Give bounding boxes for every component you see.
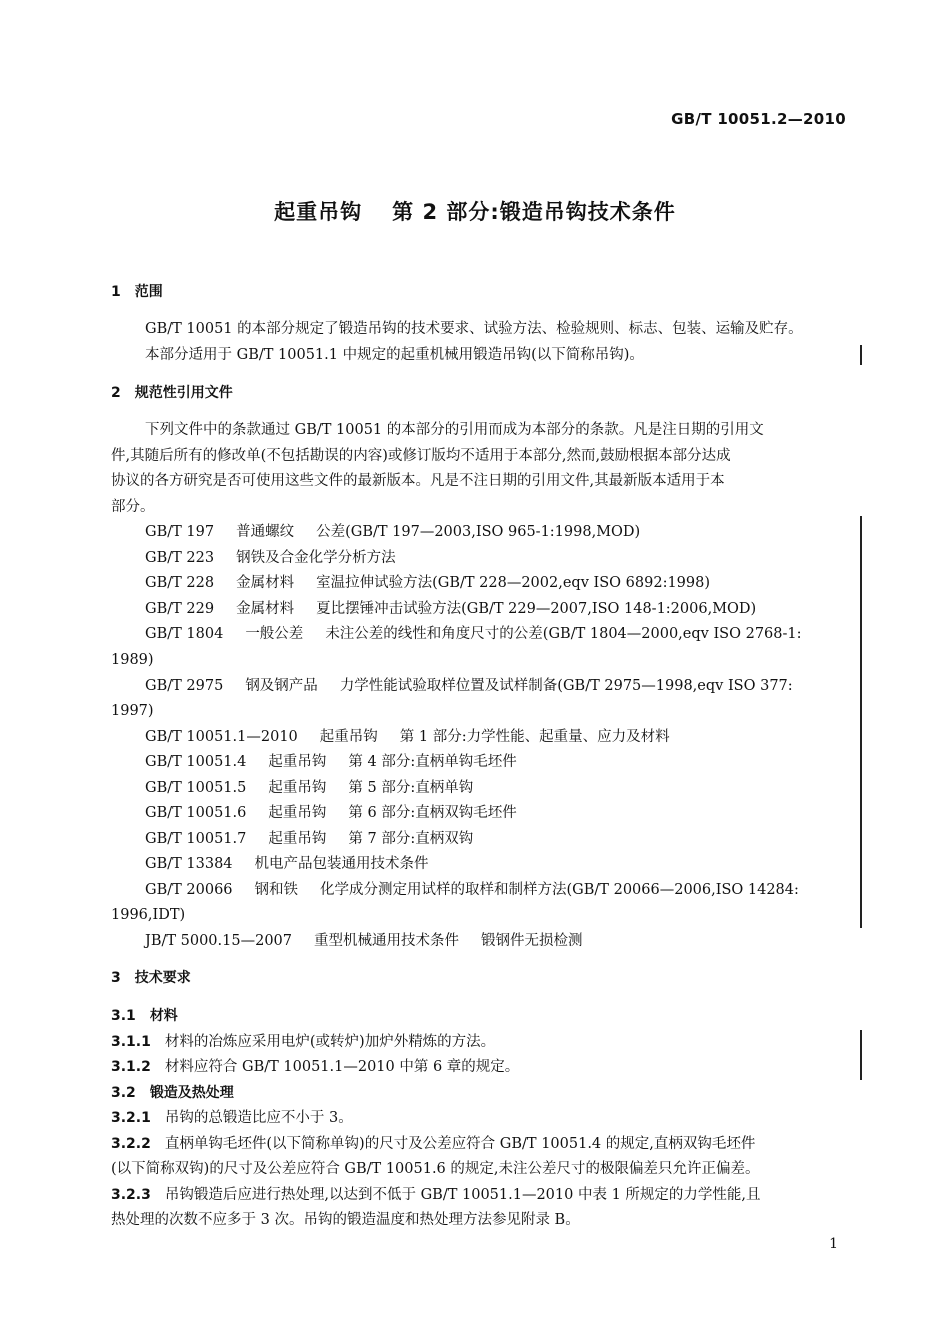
document-title xyxy=(0,196,950,226)
ref-item-continuation: 1997) xyxy=(111,703,154,719)
section-2-intro-line-3: 协议的各方研究是否可使用这些文件的最新版本。凡是不注日期的引用文件,其最新版本适用于本 xyxy=(111,473,725,489)
section-3-heading: 3 技术要求 xyxy=(111,970,191,986)
ref-item: GB/T 10051.5 起重吊钩 第 5 部分:直柄单钩 xyxy=(145,780,474,796)
revision-bar xyxy=(860,516,862,928)
title-main: 起重吊钩 xyxy=(274,200,363,224)
ref-item: GB/T 228 金属材料 室温拉伸试验方法(GB/T 228—2002,eqv ISO 6892:1998) xyxy=(145,575,711,591)
section-3-1-heading: 3.1 材料 xyxy=(111,1008,178,1024)
revision-bar xyxy=(860,345,862,365)
section-1-para-1: GB/T 10051 的本部分规定了锻造吊钩的技术要求、试验方法、检验规则、标志、包装、运输及贮存。 xyxy=(145,321,803,337)
ref-item: GB/T 197 普通螺纹 公差(GB/T 197—2003,ISO 965-1:1998,MOD) xyxy=(145,524,641,540)
ref-item-continuation: 1989) xyxy=(111,652,154,668)
ref-item: GB/T 10051.4 起重吊钩 第 4 部分:直柄单钩毛坯件 xyxy=(145,754,517,770)
clause-3-2-3-cont: 热处理的次数不应多于 3 次。吊钩的锻造温度和热处理方法参见附录 B。 xyxy=(111,1212,580,1228)
ref-item: GB/T 2975 钢及钢产品 力学性能试验取样位置及试样制备(GB/T 2975—1998,eqv ISO 377: xyxy=(145,678,793,694)
ref-item: GB/T 223 钢铁及合金化学分析方法 xyxy=(145,550,396,566)
ref-item: GB/T 20066 钢和铁 化学成分测定用试样的取样和制样方法(GB/T 20066—2006,ISO 14284: xyxy=(145,882,799,898)
section-2-intro-line-4: 部分。 xyxy=(111,499,155,515)
ref-item: GB/T 10051.1—2010 起重吊钩 第 1 部分:力学性能、起重量、应力及材料 xyxy=(145,729,670,745)
clause-3-2-2-cont: (以下简称双钩)的尺寸及公差应符合 GB/T 10051.6 的规定,未注公差尺寸的极限偏差只允许正偏差。 xyxy=(111,1161,760,1177)
clause-3-1-1: 3.1.1 材料的冶炼应采用电炉(或转炉)加炉外精炼的方法。 xyxy=(111,1034,496,1050)
clause-3-2-1: 3.2.1 吊钩的总锻造比应不小于 3。 xyxy=(111,1110,353,1126)
section-2-intro-line-2: 件,其随后所有的修改单(不包括勘误的内容)或修订版均不适用于本部分,然而,鼓励根据本部分达成 xyxy=(111,448,731,464)
section-2-intro-line-1: 下列文件中的条款通过 GB/T 10051 的本部分的引用而成为本部分的条款。凡是注日期的引用文 xyxy=(145,422,764,438)
section-3-2-heading: 3.2 锻造及热处理 xyxy=(111,1085,234,1101)
clause-3-1-2: 3.1.2 材料应符合 GB/T 10051.1—2010 中第 6 章的规定。 xyxy=(111,1059,520,1075)
ref-item: GB/T 10051.6 起重吊钩 第 6 部分:直柄双钩毛坯件 xyxy=(145,805,517,821)
clause-3-2-3: 3.2.3 吊钩锻造后应进行热处理,以达到不低于 GB/T 10051.1—2010 中表 1 所规定的力学性能,且 xyxy=(111,1187,761,1203)
revision-bar xyxy=(860,1030,862,1080)
ref-item: GB/T 10051.7 起重吊钩 第 7 部分:直柄双钩 xyxy=(145,831,474,847)
ref-item: GB/T 1804 一般公差 未注公差的线性和角度尺寸的公差(GB/T 1804—2000,eqv ISO 2768-1: xyxy=(145,626,802,642)
section-2-heading: 2 规范性引用文件 xyxy=(111,385,233,401)
clause-3-2-2: 3.2.2 直柄单钩毛坯件(以下简称单钩)的尺寸及公差应符合 GB/T 10051.4 的规定,直柄双钩毛坯件 xyxy=(111,1136,756,1152)
section-1-heading: 1 范围 xyxy=(111,284,163,300)
page-number: 1 xyxy=(829,1236,838,1252)
section-1-para-2: 本部分适用于 GB/T 10051.1 中规定的起重机械用锻造吊钩(以下简称吊钩)。 xyxy=(145,347,644,363)
ref-item: GB/T 13384 机电产品包装通用技术条件 xyxy=(145,856,429,872)
ref-item: GB/T 229 金属材料 夏比摆锤冲击试验方法(GB/T 229—2007,ISO 148-1:2006,MOD) xyxy=(145,601,757,617)
title-sub: 第 2 部分:锻造吊钩技术条件 xyxy=(392,200,676,224)
standard-code: GB/T 10051.2—2010 xyxy=(671,110,846,128)
ref-item-continuation: 1996,IDT) xyxy=(111,907,186,923)
ref-item: JB/T 5000.15—2007 重型机械通用技术条件 锻钢件无损检测 xyxy=(145,933,583,949)
